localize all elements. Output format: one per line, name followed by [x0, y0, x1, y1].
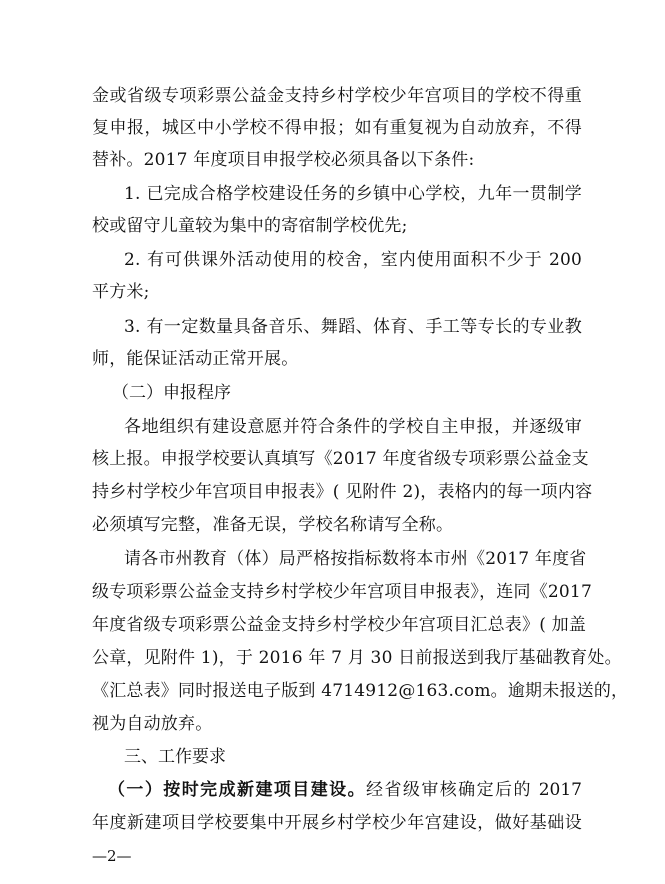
condition-2-line-2: 平方米; — [92, 282, 150, 302]
submission-line-5: 《汇总表》同时报送电子版到 4714912@163.com。逾期未报送的， — [92, 681, 629, 701]
page-number: —2— — [92, 847, 132, 865]
body-line-3: 替补。2017 年度项目申报学校必须具备以下条件: — [92, 150, 475, 170]
requirement-1-line-2: 年度新建项目学校要集中开展乡村学校少年宫建设，做好基础设 — [92, 813, 582, 833]
submission-line-6: 视为自动放弃。 — [92, 714, 213, 734]
condition-3-line-2: 师，能保证活动正常开展。 — [92, 349, 299, 369]
condition-1-line-2: 校或留守儿童较为集中的寄宿制学校优先; — [92, 216, 408, 236]
section-heading-work-requirements: 三、工作要求 — [124, 747, 226, 767]
condition-3-line-1: 3. 有一定数量具备音乐、舞蹈、体育、手工等专长的专业教 — [124, 317, 582, 337]
procedure-line-4: 必须填写完整，准备无误，学校名称请写全称。 — [92, 515, 454, 535]
requirement-1-text: 经省级审核确定后的 2017 — [366, 780, 583, 800]
condition-1-line-1: 1. 已完成合格学校建设任务的乡镇中心学校，九年一贯制学 — [124, 184, 582, 204]
requirement-1-line-1 — [108, 778, 582, 802]
body-line-2: 复申报，城区中小学校不得申报；如有重复视为自动放弃，不得 — [92, 118, 582, 138]
procedure-line-3: 持乡村学校少年宫项目申报表》( 见附件 2)，表格内的每一项内容 — [92, 482, 593, 502]
section-heading-application-procedure: （二）申报程序 — [112, 383, 231, 403]
condition-2-line-1: 2. 有可供课外活动使用的校舍，室内使用面积不少于 200 — [124, 250, 582, 270]
submission-line-3: 年度省级专项彩票公益金支持乡村学校少年宫项目汇总表》( 加盖 — [92, 615, 587, 635]
submission-line-4: 公章，见附件 1)，于 2016 年 7 月 30 日前报送到我厅基础教育处。 — [92, 648, 622, 668]
submission-line-1: 请各市州教育（体）局严格按指标数将本市州《2017 年度省 — [124, 549, 587, 569]
procedure-line-2: 核上报。申报学校要认真填写《2017 年度省级专项彩票公益金支 — [92, 449, 589, 469]
submission-line-2: 级专项彩票公益金支持乡村学校少年宫项目申报表》，连同《2017 — [92, 582, 592, 602]
requirement-1-title: （一）按时完成新建项目建设。 — [108, 780, 367, 800]
body-line-1: 金或省级专项彩票公益金支持乡村学校少年宫项目的学校不得重 — [92, 86, 582, 106]
procedure-line-1: 各地组织有建设意愿并符合条件的学校自主申报，并逐级审 — [124, 417, 582, 437]
